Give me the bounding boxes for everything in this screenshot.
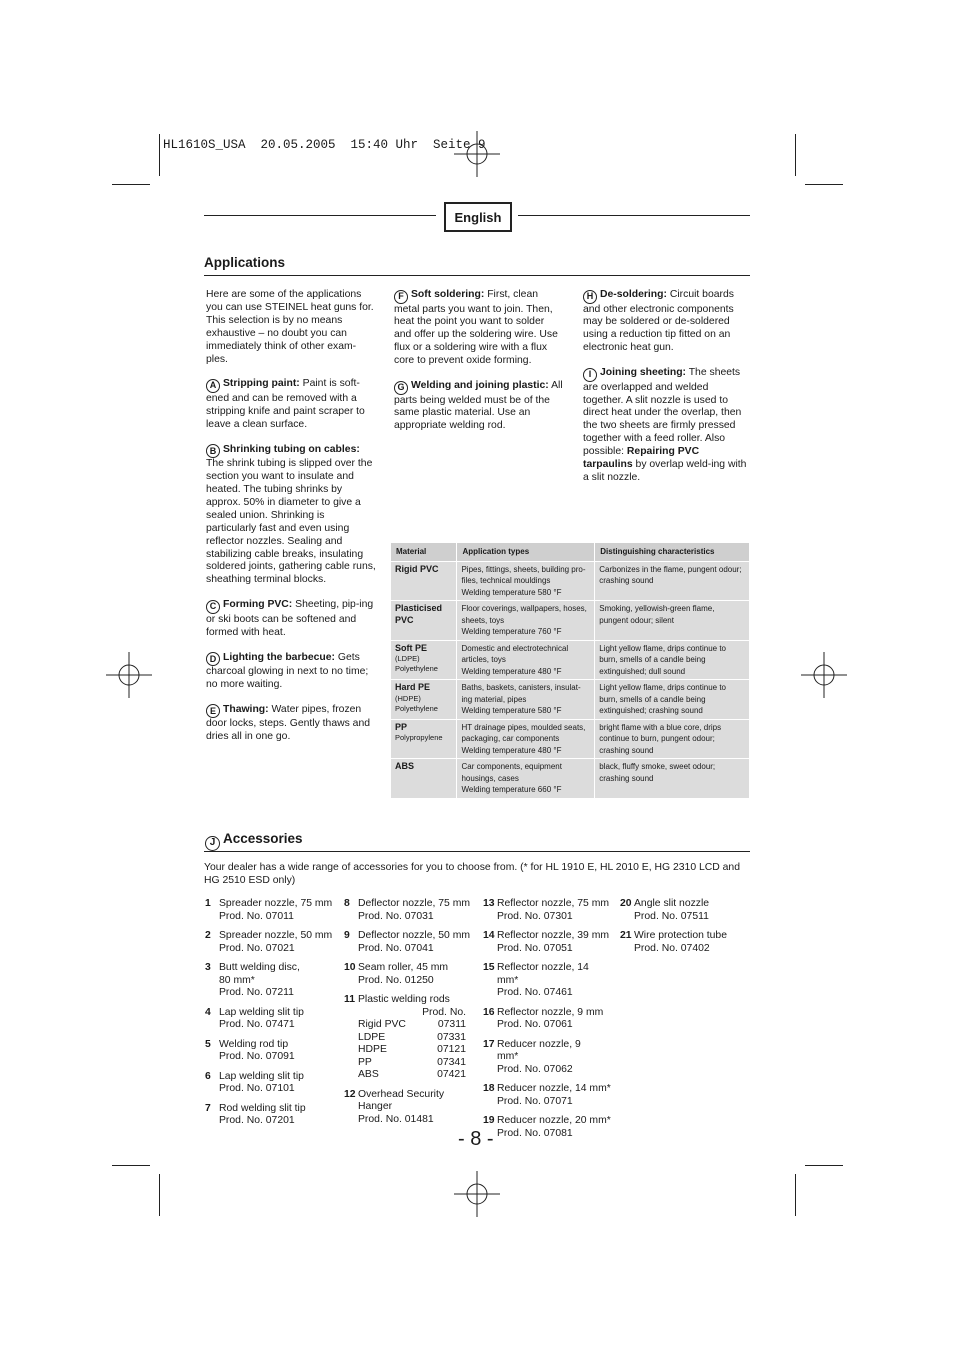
material-cell: ABS: [391, 759, 457, 798]
crop-mark: [112, 184, 150, 185]
table-row: [391, 759, 750, 798]
letter-j-badge: J: [205, 836, 220, 851]
application-types-cell: Domestic and electrotechnical articles, toys Welding temperature 480 °F: [457, 640, 595, 680]
page-number: - 8 -: [458, 1128, 494, 1150]
applications-column-2: [394, 289, 564, 445]
application-item-i: I Joining sheeting: The sheets are overlapped and welded together. A slit nozzle is used to direct heat under the overlap, then the two sheets are firmly pressed together with a feed roller. Also possible: Repairing PVC tarpaulins by overlap weld-ing with a slit nozzle.: [583, 367, 747, 483]
application-types-cell: HT drainage pipes, moulded seats, packaging, car components Welding temperature 480 °F: [457, 719, 595, 759]
table-row: [391, 561, 750, 601]
list-item: 5 Welding rod tip Prod. No. 07091: [205, 1038, 295, 1062]
list-item: 7 Rod welding slit tip Prod. No. 07201: [205, 1102, 306, 1126]
application-item-h: H De-soldering: Circuit boards and other electronic components may be soldered or de-soldered using a reduction tip fitted on an electronic heat gun.: [583, 289, 734, 354]
accessories-rule: [204, 851, 750, 852]
rod-row: ABS 07421: [358, 1069, 466, 1080]
letter-e-badge: E: [206, 704, 220, 718]
list-item: 1 Spreader nozzle, 75 mm Prod. No. 07011: [205, 898, 333, 922]
letter-i-badge: I: [583, 368, 597, 382]
characteristics-cell: Light yellow flame, drips continue to burn, smells of a candle being extinguished; dull sound: [595, 640, 750, 680]
table-row: [391, 640, 750, 680]
list-item: 9 Deflector nozzle, 50 mm Prod. No. 07041: [344, 930, 471, 954]
crop-mark: [805, 1165, 843, 1166]
applications-column-1: [206, 289, 376, 756]
application-item-a: A Stripping paint: Paint is soft-ened and can be removed with a stripping knife and paint scraper to leave a clean surface.: [206, 378, 365, 430]
rod-row: LDPE 07331: [358, 1031, 466, 1043]
application-item-e: E Thawing: Water pipes, frozen door locks, steps. Gently thaws and dries all in one go.: [206, 703, 371, 743]
crop-mark: [795, 1174, 796, 1216]
application-item-d: D Lighting the barbecue: Gets charcoal glowing in next to no time; no more waiting.: [206, 651, 369, 690]
list-item: 10 Seam roller, 45 mm Prod. No. 01250: [344, 962, 449, 986]
letter-g-badge: G: [394, 381, 408, 395]
letter-a-badge: A: [206, 379, 220, 393]
list-item: 6 Lap welding slit tip Prod. No. 07101: [205, 1070, 304, 1094]
accessories-column-4: [620, 898, 750, 962]
material-cell: Hard PE (HDPE) Polyethylene: [391, 680, 457, 720]
accessories-column-3: [483, 898, 613, 1147]
characteristics-cell: black, fluffy smoke, sweet odour; crashing sound: [595, 759, 750, 798]
list-item: 2 Spreader nozzle, 50 mm Prod. No. 07021: [205, 930, 333, 954]
list-item: 8 Deflector nozzle, 75 mm Prod. No. 07031: [344, 898, 471, 922]
material-cell: PP Polypropylene: [391, 719, 457, 759]
language-rule-right: [518, 215, 750, 216]
list-item: 15 Reflector nozzle, 14 mm* Prod. No. 07461: [483, 962, 589, 998]
list-item: 4 Lap welding slit tip Prod. No. 07471: [205, 1006, 304, 1030]
crop-mark: [159, 134, 160, 176]
accessories-title: J Accessories: [205, 831, 303, 851]
application-item-b: B Shrinking tubing on cables: The shrink tubing is slipped over the section you want to insulate and heated. The tubing shrinks by approx. 50% in diameter to give a sealed union. Shrinking is particularly fast and even using reflector nozzles. Sealing and stabilizing cable breaks, insulating soldered joints, gathering cable runs, sheathing terminal blocks.: [206, 443, 376, 586]
registration-mark-bottom: [454, 1171, 500, 1217]
list-item: 19 Reducer nozzle, 20 mm* Prod. No. 07081: [483, 1115, 611, 1139]
characteristics-cell: Carbonizes in the flame, pungent odour; crashing sound: [595, 561, 750, 601]
applications-rule: [204, 275, 750, 276]
materials-table: [391, 543, 750, 798]
material-cell: Soft PE (LDPE) Polyethylene: [391, 640, 457, 680]
column-header: Material: [391, 543, 457, 561]
list-item: 3 Butt welding disc, 80 mm* Prod. No. 07211: [205, 962, 300, 998]
rod-row: HDPE 07121: [358, 1044, 466, 1055]
letter-b-badge: B: [206, 444, 220, 458]
list-item: 18 Reducer nozzle, 14 mm* Prod. No. 07071: [483, 1083, 611, 1107]
application-types-cell: Baths, baskets, canisters, insulat-ing material, pipes Welding temperature 580 °F: [457, 680, 595, 720]
letter-h-badge: H: [583, 290, 597, 304]
applications-title: Applications: [204, 255, 286, 270]
list-item: 16 Reflector nozzle, 9 mm Prod. No. 07061: [483, 1006, 604, 1030]
characteristics-cell: Smoking, yellowish-green flame, pungent odour; silent: [595, 601, 750, 641]
crop-mark: [112, 1165, 150, 1166]
application-types-cell: Pipes, fittings, sheets, building pro-files, technical mouldings Welding temperature 580 °F: [457, 561, 595, 601]
table-header-row: [391, 543, 750, 561]
table-row: [391, 601, 750, 641]
material-cell: Rigid PVC: [391, 561, 457, 601]
material-cell: Plasticised PVC: [391, 601, 457, 641]
letter-f-badge: F: [394, 290, 408, 304]
list-item-welding-rods: 11 Plastic welding rods Prod. No. Rigid PVC 07311 LDPE 07331 HDPE 07121 PP 07341 ABS 07421: [344, 994, 466, 1080]
characteristics-cell: Light yellow flame, drips continue to burn, smells of a candle being extinguished; crashing sound: [595, 680, 750, 720]
list-item: 17 Reducer nozzle, 9 mm* Prod. No. 07062: [483, 1038, 581, 1075]
accessories-column-2: [344, 898, 474, 1133]
rod-row: Rigid PVC 07311: [358, 1019, 466, 1030]
list-item: 13 Reflector nozzle, 75 mm Prod. No. 07301: [483, 898, 610, 922]
list-item: 12 Overhead Security Hanger Prod. No. 01481: [344, 1088, 445, 1125]
print-slug: HL1610S_USA 20.05.2005 15:40 Uhr Seite 9: [163, 138, 486, 152]
registration-mark-right: [801, 652, 847, 698]
registration-mark-left: [106, 652, 152, 698]
crop-mark: [805, 184, 843, 185]
column-header: Distinguishing characteristics: [595, 543, 750, 561]
language-label: English: [444, 202, 512, 232]
list-item: 20 Angle slit nozzle Prod. No. 07511: [620, 898, 710, 922]
application-item-g: G Welding and joining plastic: All parts being welded must be of the same plastic material. Use an appropriate welding rod.: [394, 380, 563, 432]
application-types-cell: Car components, equipment housings, cases Welding temperature 660 °F: [457, 759, 595, 798]
letter-d-badge: D: [206, 652, 220, 666]
rod-row: PP 07341: [358, 1056, 466, 1068]
crop-mark: [159, 1174, 160, 1216]
list-item: 21 Wire protection tube Prod. No. 07402: [620, 930, 727, 954]
application-item-f: F Soft soldering: First, clean metal parts you want to join. Then, heat the point you want to solder and offer up the soldering wire. Use flux or a soldering wire with a flux core to prevent oxide forming.: [394, 289, 558, 367]
application-item-c: C Forming PVC: Sheeting, pip-ing or ski boots can be softened and formed with heat.: [206, 599, 374, 638]
table-row: [391, 719, 750, 759]
crop-mark: [795, 134, 796, 176]
letter-c-badge: C: [206, 600, 220, 614]
applications-column-3: [583, 289, 750, 497]
list-item: 14 Reflector nozzle, 39 mm Prod. No. 07051: [483, 930, 610, 954]
applications-intro: Here are some of the applications you can use STEINEL heat guns for. This selection is by no means exhaustive – no doubt you can immediately think of other exam-ples.: [206, 289, 374, 365]
table-row: [391, 680, 750, 720]
accessories-intro: Your dealer has a wide range of accessories for you to choose from. (* for HL 1910 E, HL 2010 E, HG 2310 LCD and HG 2510 ESD only): [204, 862, 740, 886]
characteristics-cell: bright flame with a blue core, drips continue to burn, pungent odour; crashing sound: [595, 719, 750, 759]
column-header: Application types: [457, 543, 595, 561]
accessories-column-1: [205, 898, 337, 1135]
language-rule-left: [204, 215, 436, 216]
application-types-cell: Floor coverings, wallpapers, hoses, sheets, toys Welding temperature 760 °F: [457, 601, 595, 641]
